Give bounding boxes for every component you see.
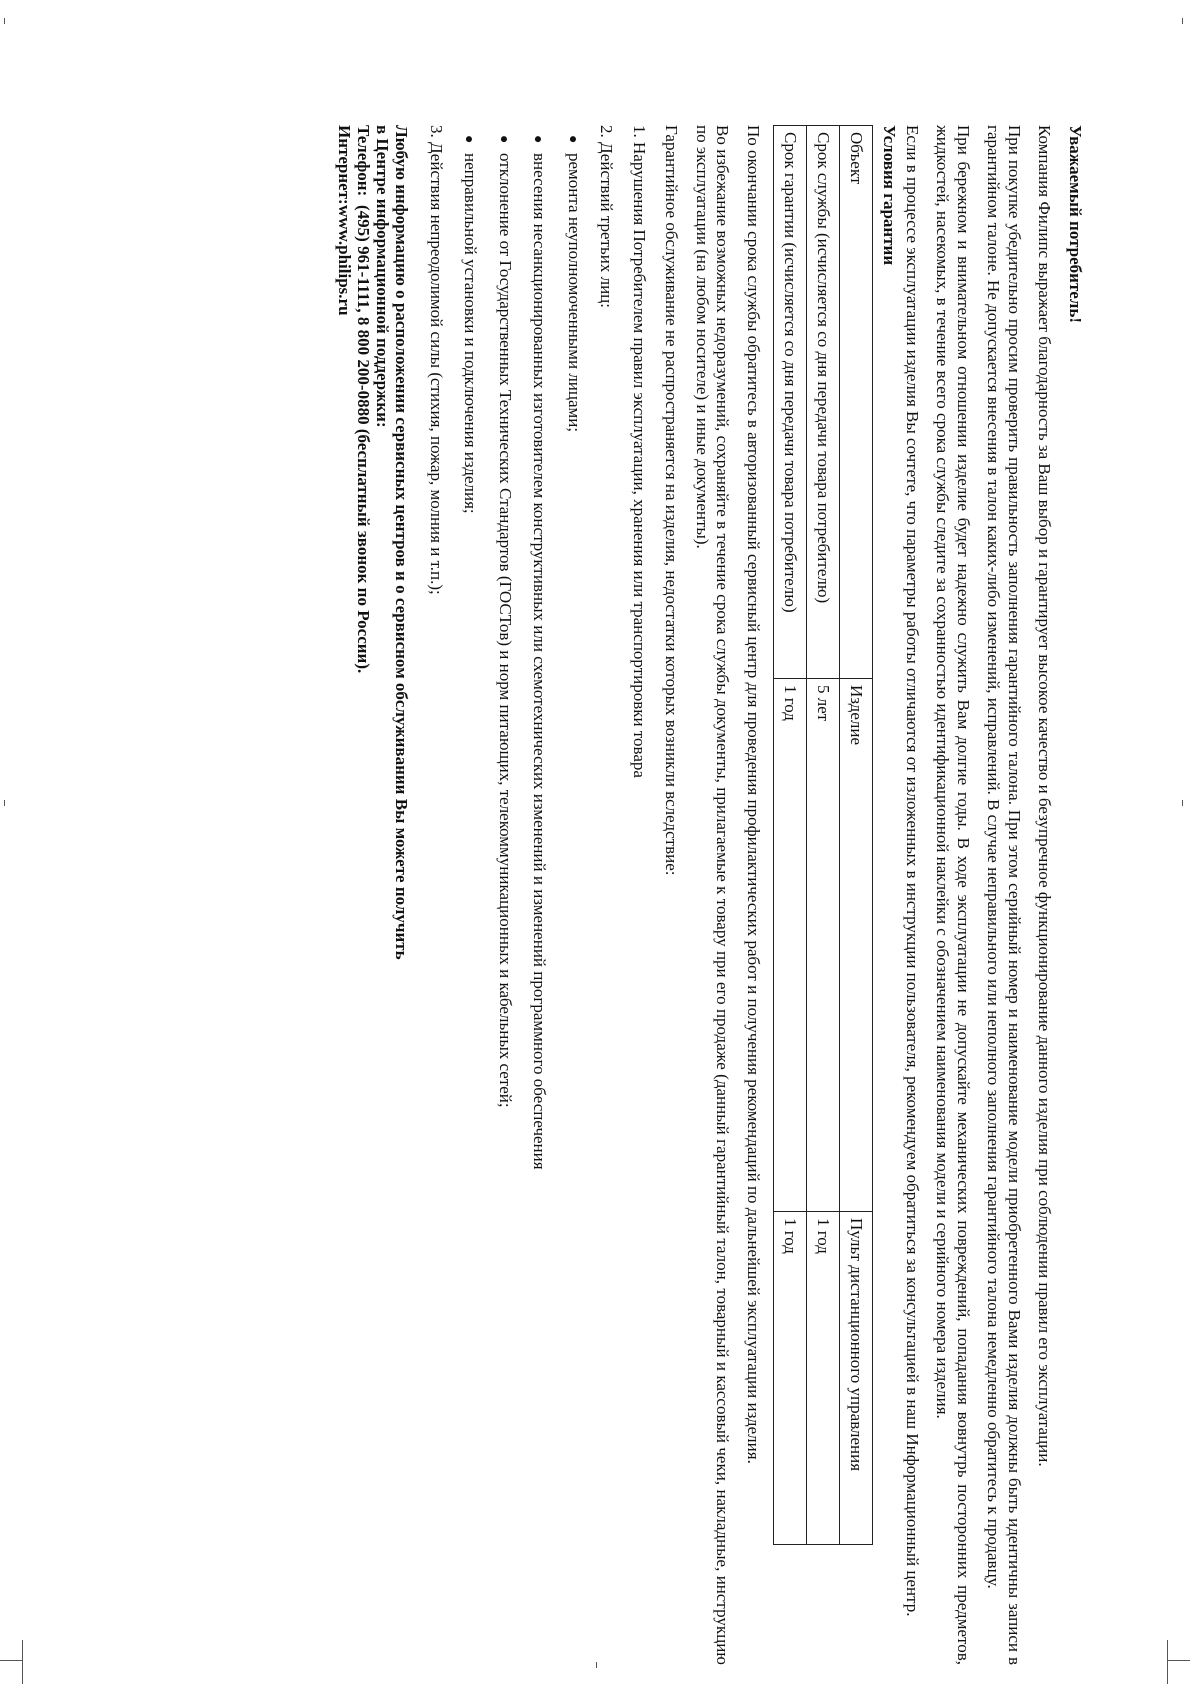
crop-mark (1167, 1640, 1168, 1684)
contact-line-1: Любую информацию о расположении сервисных центров и о сервисном обслуживании Вы можете получить (392, 125, 412, 960)
service-life-paragraph: По окончании срока службы обратитесь в авторизованный сервисный центр для проведения профилактических работ и получения рекомендаций по дальнейшей эксплуатации изделия. (744, 125, 763, 1464)
phone-value: (495) 961-1111, 8 800 200-0880 (бесплатный звонок по России). (354, 205, 374, 674)
exclusions-intro: Гарантийное обслуживание не распространяется на изделия, недостатки которых возникли вследствие: (662, 125, 682, 876)
crop-mark (4, 18, 5, 24)
exclusion-item-1: 1. Нарушения Потребителем правил эксплуатации, хранения или транспортировки товара (630, 125, 649, 778)
intro-paragraph-4: Если в процессе эксплуатации изделия Вы сочтете, что параметры работы отличаются от изложенных в инструкции пользователя, рекомендуем обратиться за консультацией в наш Информационный центр. (903, 125, 922, 1617)
intro-paragraph-3: При бережном и внимательном отношении изделие будет надежно служить Вам долгие годы. В ходе эксплуатации не допускайте механических повреждений, попадания вовнутрь посторонних предметов, жидкостей, насекомых, в течение всего срока службы следите за сохранностью идентификационной наклейки с обозначением наименования модели и серийного номера изделия. (933, 125, 973, 1665)
list-item: ●отклонение от Государственных Технических Стандартов (ГОСТов) и норм питающих, телекоммуникационных и кабельных сетей; (493, 125, 516, 1665)
exclusion-item-3: 3. Действия непреодолимой силы (стихия, пожар, молния и т.п.); (427, 125, 446, 595)
warranty-section-title: Условия гарантии (880, 125, 900, 266)
crop-mark (22, 1640, 23, 1684)
table-cell: Пульт дистанционного управления (840, 1212, 873, 1545)
rotated-document-page (75, 125, 1085, 1665)
documents-paragraph: Во избежание возможных недоразумений, сохраняйте в течение срока службы документы, прилагаемые к товару при его продаже (данный гарантийный талон, товарный и кассовый чеки, накладные, инструкцию по эксплуатации (на любом носителе) и иные документы). (693, 125, 733, 1665)
crop-mark (4, 800, 5, 806)
table-cell: 5 лет (807, 679, 840, 1212)
page-title: Уважаемый потребитель! (1066, 125, 1085, 324)
crop-mark (0, 1660, 22, 1661)
crop-mark (1168, 1660, 1190, 1661)
intro-paragraph-2: При покупке убедительно просим проверить правильность заполнения гарантийного талона. При этом серийный номер и наименование модели приобретенного Вами изделия должны быть идентичны записи в гарантийном талоне. Не допускается внесения в талон каких-либо изменений, исправлений. В случае неправильного или неполного заполнения гарантийного талона немедленно обратитесь к продавцу. (984, 125, 1024, 1665)
table-cell: Срок гарантии (исчисляется со дня передачи товара потребителю) (774, 126, 807, 679)
crop-mark (1182, 800, 1183, 806)
table-cell: Срок службы (исчисляется со дня передачи товара потребителю) (807, 126, 840, 679)
table-cell: 1 год (774, 1212, 807, 1545)
table-row (807, 126, 840, 1545)
bullet-icon: ● (530, 135, 546, 144)
phone-line (355, 125, 374, 1665)
bullet-icon: ● (496, 135, 511, 144)
contact-line-2: в Центре информационной поддержки: (373, 125, 393, 428)
table-cell: 1 год (807, 1212, 840, 1545)
table-row (774, 126, 807, 1545)
bullet-icon: ● (461, 135, 477, 144)
internet-label: Интернет: (335, 125, 355, 205)
internet-link[interactable]: www.philips.ru (335, 205, 355, 316)
exclusions-list (426, 125, 682, 1665)
table-cell: Изделие (840, 679, 873, 1212)
exclusion-item-2: 2. Действий третьих лиц: (597, 125, 617, 309)
table-header-row (840, 126, 873, 1545)
list-item: ●внесения несанкционированных изготовителем конструктивных или схемотехнических изменений и изменений программного обеспечения (527, 125, 550, 1665)
crop-mark (1182, 18, 1183, 24)
table-cell: Объект (840, 126, 873, 679)
table-cell: 1 год (774, 679, 807, 1212)
warranty-table (773, 125, 873, 1545)
list-item: ●ремонта неуполномоченными лицами; (562, 125, 585, 1665)
contact-info (336, 125, 412, 1665)
bullet-icon: ● (565, 135, 580, 144)
phone-label: Телефон: (354, 125, 374, 197)
intro-paragraph-1: Компания Филипс выражает благодарность за Ваш выбор и гарантирует высокое качество и безупречное функционирование данного изделия при соблюдении правил его эксплуатации. (1035, 125, 1055, 1467)
internet-line (336, 125, 355, 1665)
list-item: ●неправильной установки и подключения изделия; (458, 125, 481, 1665)
